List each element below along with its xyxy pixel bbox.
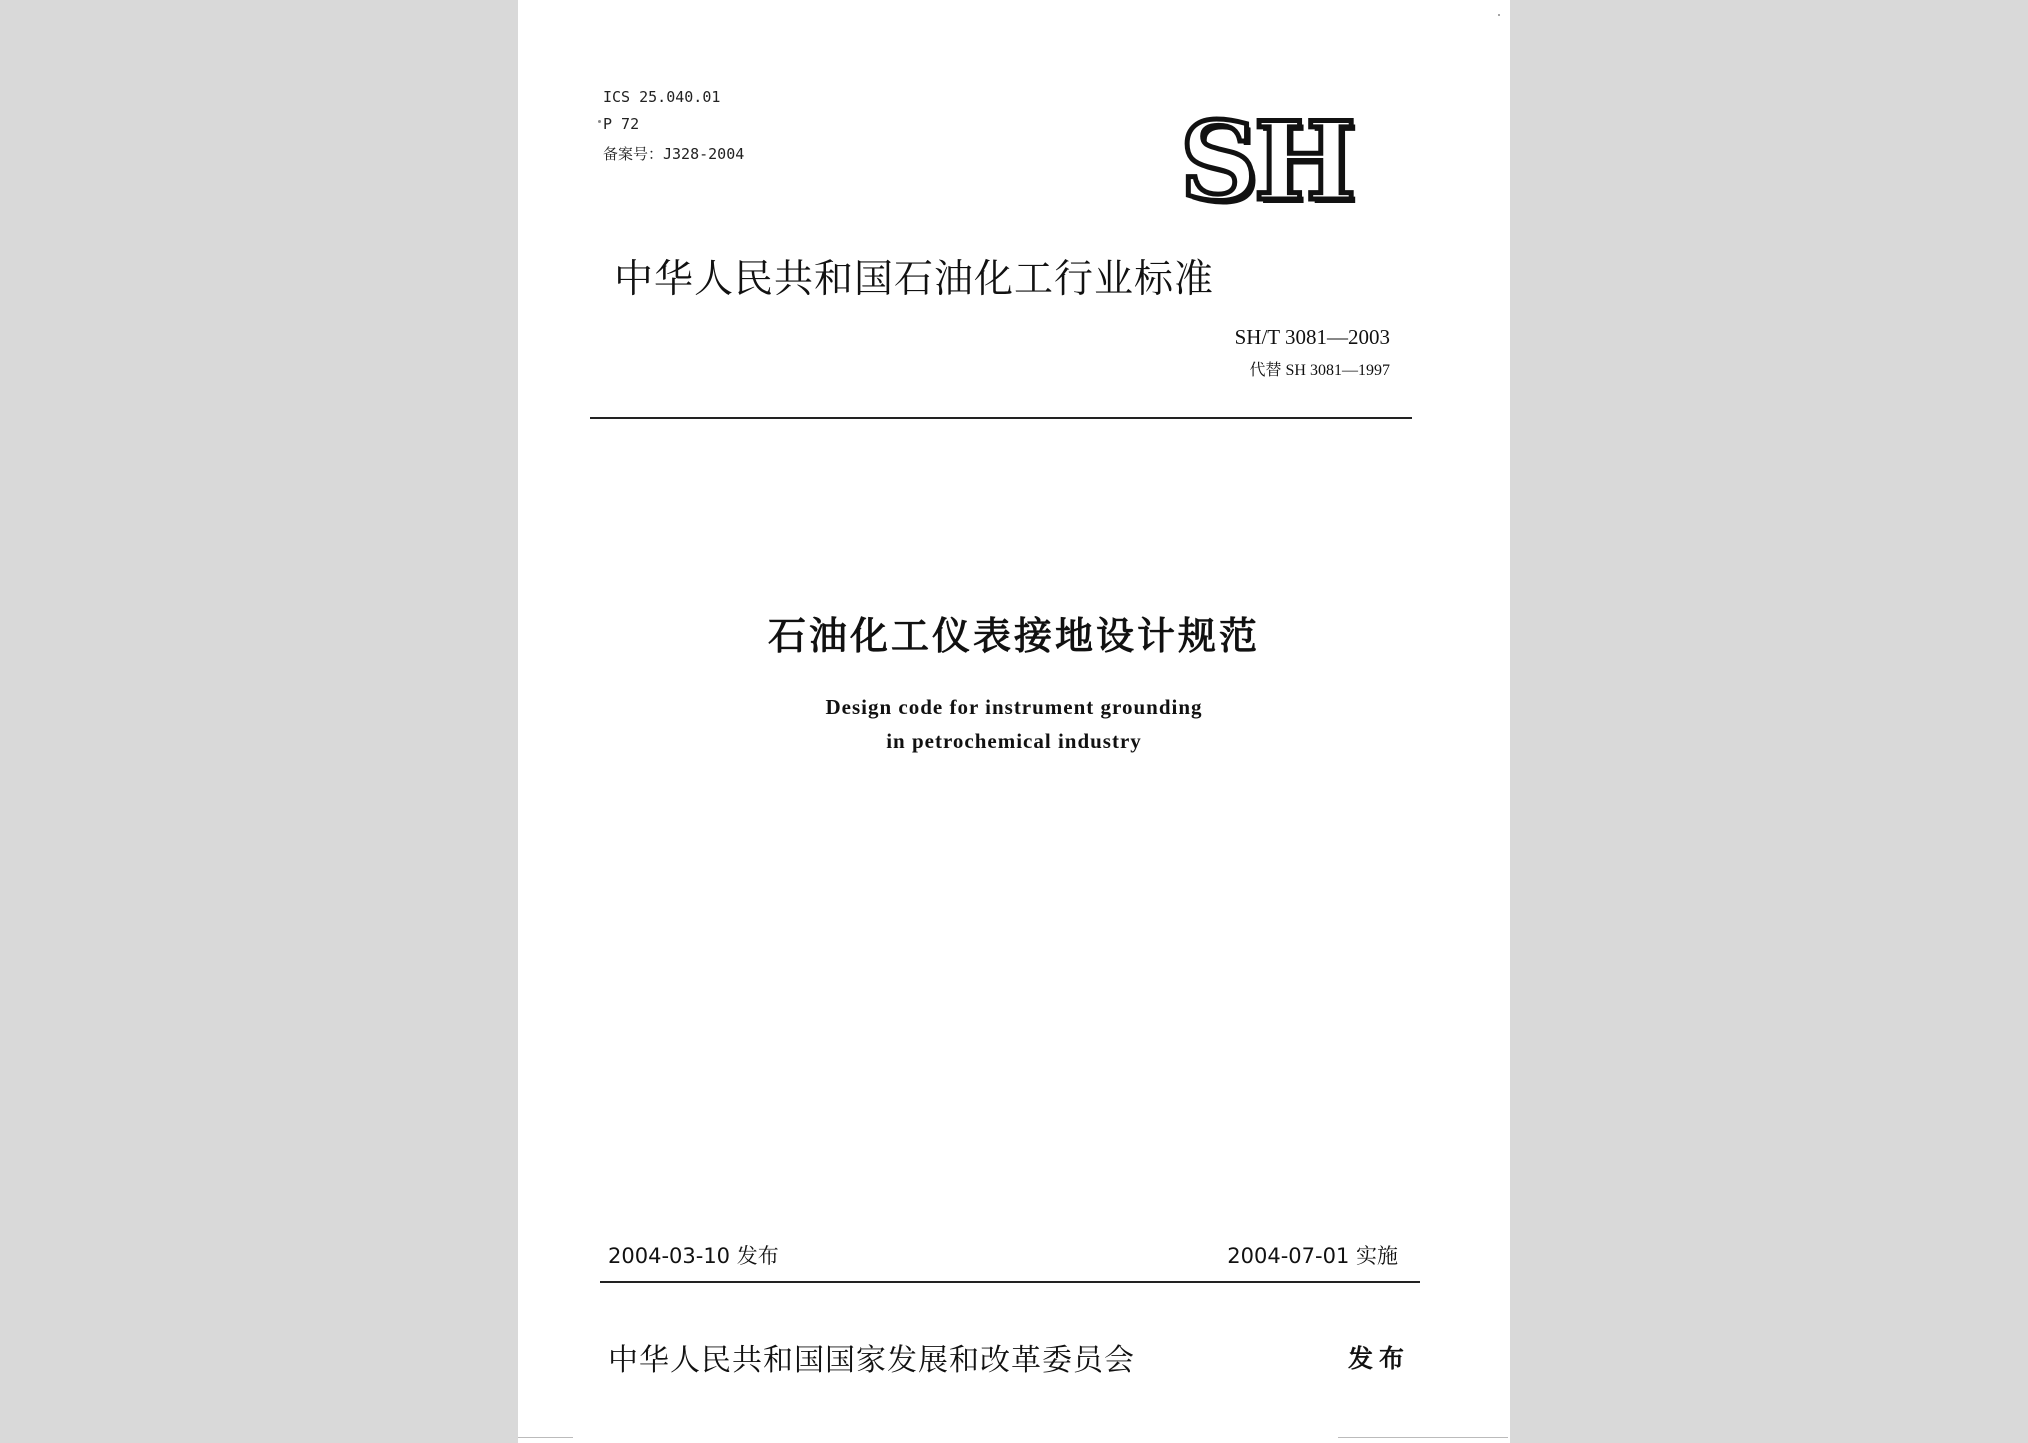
filing-number: 备案号：J328-2004 (603, 145, 745, 163)
effective-date: 2004-07-01 实施 (1227, 1244, 1398, 1268)
ccs-number: P 72 (603, 115, 640, 133)
standard-code: SH/T 3081—2003 (1234, 325, 1390, 349)
ics-number: ICS 25.040.01 (603, 88, 721, 106)
header-divider (590, 417, 1412, 419)
issue-date: 2004-03-10 发布 (608, 1244, 779, 1268)
document-page (518, 0, 1510, 1443)
document-title-en-line-1: Design code for instrument grounding (825, 695, 1203, 719)
document-title-en-line-2: in petrochemical industry (886, 729, 1142, 753)
scan-speck (598, 120, 601, 123)
issue-verb: 发布 (1348, 1344, 1411, 1373)
document-title-cn: 石油化工仪表接地设计规范 (767, 614, 1260, 658)
scan-speck (1498, 14, 1500, 16)
replaced-standard: 代替 SH 3081—1997 (1249, 362, 1390, 379)
standard-title: 中华人民共和国石油化工行业标准 (614, 257, 1215, 302)
footer-divider (600, 1281, 1420, 1283)
issuing-authority: 中华人民共和国国家发展和改革委员会 (608, 1343, 1135, 1378)
scan-edge-mark (518, 1437, 573, 1438)
scan-edge-mark (1338, 1437, 1508, 1438)
sh-logo: SH (1180, 99, 1353, 225)
